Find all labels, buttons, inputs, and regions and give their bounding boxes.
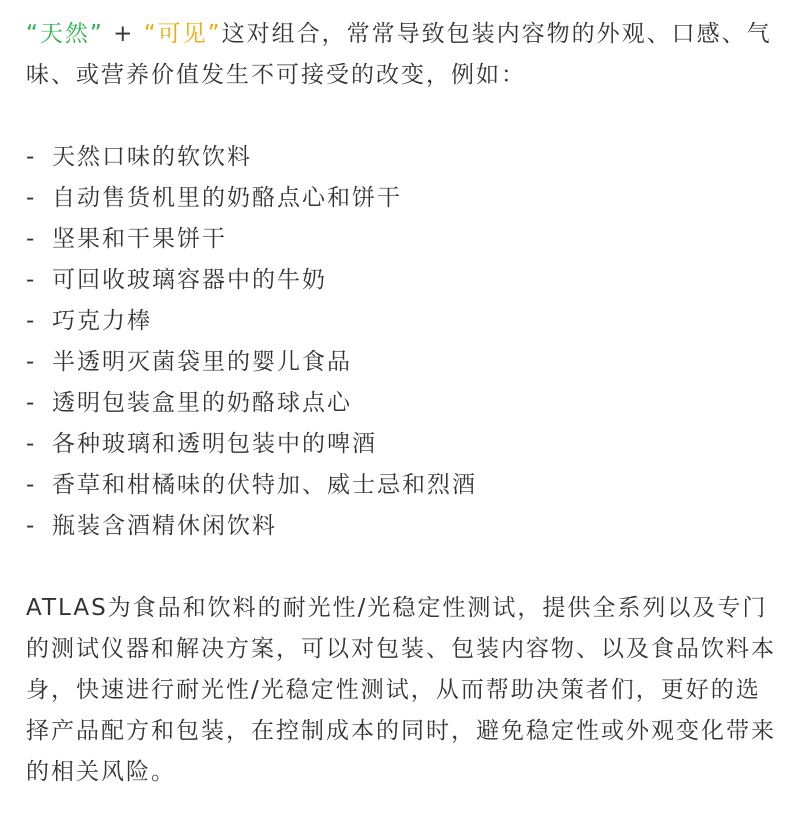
list-item-text: 香草和柑橘味的伏特加、威士忌和烈酒: [52, 472, 477, 498]
list-dash: -: [26, 226, 37, 252]
keyword-visible: “可见”: [143, 21, 222, 47]
list-item: [26, 424, 778, 465]
list-item-text: 各种玻璃和透明包装中的啤酒: [52, 431, 377, 457]
list-item-text: 自动售货机里的奶酪点心和饼干: [52, 185, 402, 211]
list-item: [26, 178, 778, 219]
plus-sign: +: [103, 21, 144, 47]
list-item: [26, 260, 778, 301]
list-dash: -: [26, 185, 37, 211]
list-item: [26, 219, 778, 260]
list-item: [26, 465, 778, 506]
list-dash: -: [26, 513, 37, 539]
list-item: [26, 137, 778, 178]
list-item-text: 巧克力棒: [52, 308, 152, 334]
list-item-text: 瓶装含酒精休闲饮料: [52, 513, 277, 539]
list-item-text: 可回收玻璃容器中的牛奶: [52, 267, 327, 293]
outro-paragraph: ATLAS为食品和饮料的耐光性/光稳定性测试，提供全系列以及专门的测试仪器和解决方案，可以对包装、包装内容物、以及食品饮料本身，快速进行耐光性/光稳定性测试，从而帮助决策者们，更好的选择产品配方和包装，在控制成本的同时，避免稳定性或外观变化带来的相关风险。: [26, 595, 776, 785]
list-item-text: 透明包装盒里的奶酪球点心: [52, 390, 352, 416]
list-dash: -: [26, 144, 37, 170]
list-item: [26, 383, 778, 424]
list-dash: -: [26, 308, 37, 334]
list-item-text: 天然口味的软饮料: [52, 144, 252, 170]
product-list: [26, 137, 778, 547]
list-dash: -: [26, 349, 37, 375]
list-dash: -: [26, 267, 37, 293]
intro-text: 这对组合，常常导致包装内容物的外观、口感、气味、或营养价值发生不可接受的改变，例如：: [26, 21, 772, 88]
list-item: [26, 342, 778, 383]
list-dash: -: [26, 472, 37, 498]
list-item: [26, 301, 778, 342]
list-item-text: 坚果和干果饼干: [52, 226, 227, 252]
list-dash: -: [26, 431, 37, 457]
list-dash: -: [26, 390, 37, 416]
intro-paragraph: [26, 14, 778, 96]
keyword-natural: “天然”: [26, 21, 104, 47]
list-item: [26, 506, 778, 547]
list-item-text: 半透明灭菌袋里的婴儿食品: [52, 349, 352, 375]
